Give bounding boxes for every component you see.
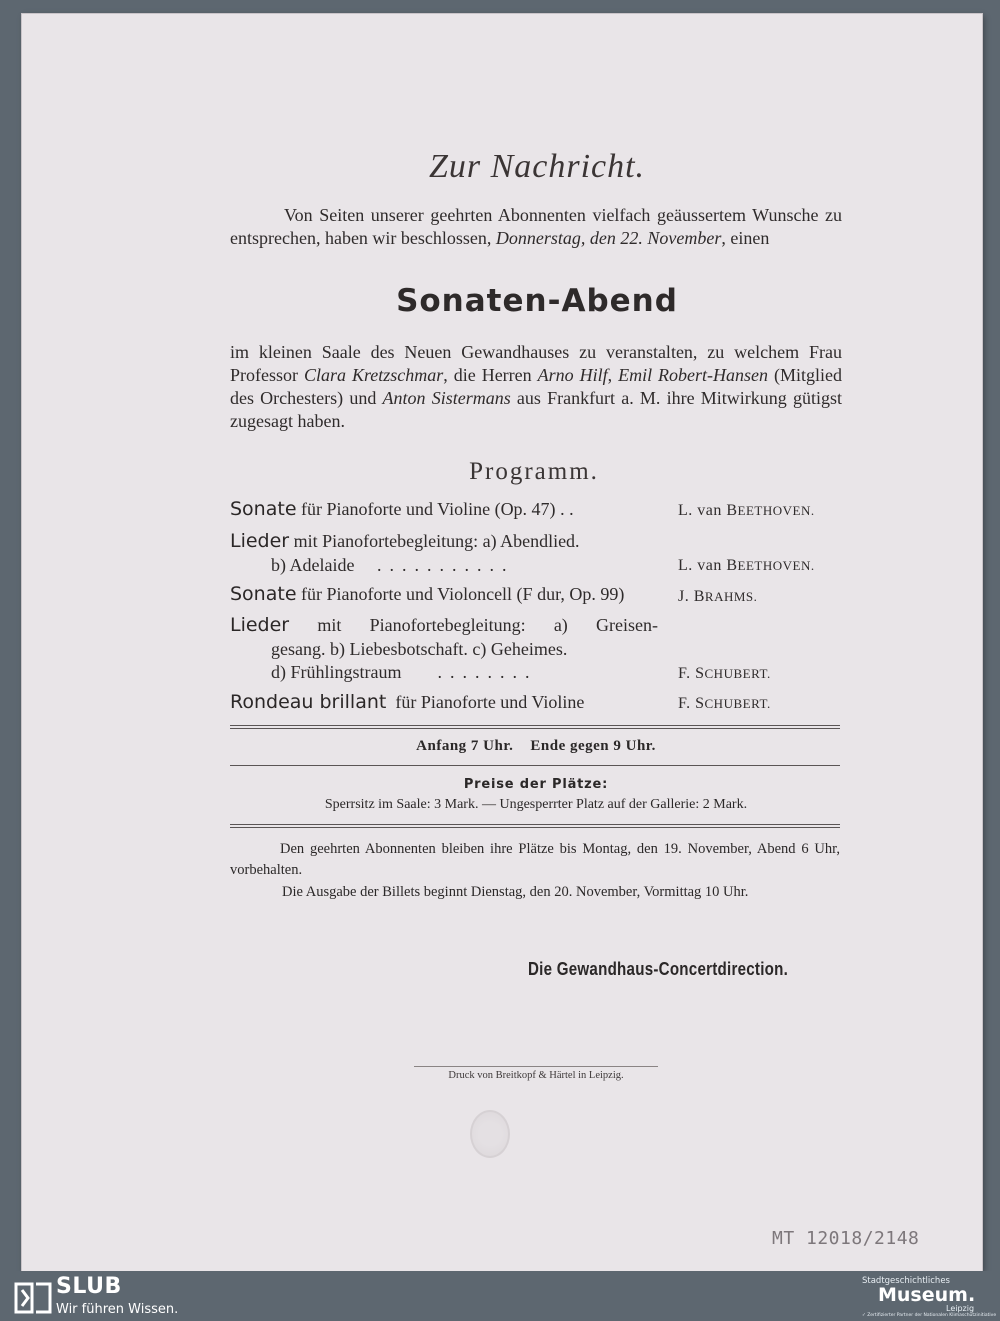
notice-tickets: Die Ausgabe der Billets beginnt Dienstag, den 20. November, Vormittag 10 Uhr.: [282, 884, 749, 900]
intro-paragraph: Von Seiten unserer geehrten Abonnenten vielfach geäussertem Wunsche zu entsprechen, haben wir beschlossen, Donnerstag, den 22. November, einen: [230, 205, 842, 248]
museum-city: Leipzig: [946, 1304, 975, 1313]
program-heading: Programm.: [469, 458, 599, 485]
venue-paragraph: im kleinen Saale des Neuen Gewandhauses zu veranstalten, zu welchem Frau Professor Clara Kretzschmar, die Herren Arno Hilf, Emil Robert-Hansen (Mitglied des Orchesters) und Anton Sistermans aus Frankfurt a. M. ihre Mitwirkung gütigst zugesagt haben.: [230, 342, 842, 431]
program-item-line: gesang. b) Liebesbotschaft. c) Geheimes.: [271, 639, 568, 659]
divider: [230, 765, 840, 766]
program-item: Sonate für Pianoforte und Violoncell (F dur, Op. 99): [230, 583, 625, 605]
composer: L. van BEETHOVEN.: [678, 557, 815, 574]
program-item-line: b) Adelaide ...........: [271, 555, 515, 575]
signature: Die Gewandhaus-Concertdirection.: [528, 959, 789, 979]
divider: [230, 725, 840, 729]
program-item: Lieder mit Pianofortebegleitung: a) Greisen-: [230, 614, 659, 636]
prices-text: Sperrsitz im Saale: 3 Mark. — Ungesperrter Platz auf der Gallerie: 2 Mark.: [324, 797, 748, 812]
program-item-line: d) Frühlingstraum ........: [271, 662, 538, 682]
printer-note: Druck von Breitkopf & Härtel in Leipzig.: [448, 1070, 624, 1081]
composer: J. BRAHMS.: [678, 588, 758, 605]
program-item: Lieder mit Pianofortebegleitung: a) Abendlied.: [230, 530, 580, 552]
program-item: Sonate für Pianoforte und Violine (Op. 47) . .: [230, 498, 574, 520]
embossed-stamp-icon: [470, 1110, 510, 1158]
museum-certification: ✓ Zertifizierter Partner der Nationalen Klimaschutzinitiative: [862, 1313, 997, 1318]
shelfmark: MT 12018/2148: [772, 1228, 920, 1249]
printer-rule: [414, 1066, 658, 1067]
notice-subscribers: Den geehrten Abonnenten bleiben ihre Plätze bis Montag, den 19. November, Abend 6 Uhr, vorbehalten.: [230, 841, 840, 878]
event-title: Sonaten-Abend: [396, 283, 678, 319]
divider: [230, 824, 840, 828]
concert-times: Anfang 7 Uhr. Ende gegen 9 Uhr.: [416, 738, 656, 754]
composer: F. SCHUBERT.: [678, 695, 771, 712]
slub-tagline: Wir führen Wissen.: [56, 1302, 179, 1317]
museum-label: Stadtgeschichtliches: [862, 1276, 950, 1286]
slub-name: SLUB: [56, 1274, 122, 1299]
notice-heading: Zur Nachricht.: [428, 148, 646, 185]
slub-logo-icon: [14, 1282, 52, 1314]
prices-heading: Preise der Plätze:: [463, 777, 609, 792]
composer: L. van BEETHOVEN.: [678, 502, 815, 519]
composer: F. SCHUBERT.: [678, 665, 771, 682]
program-item: Rondeau brillant für Pianoforte und Violine: [230, 691, 585, 713]
museum-name: Museum.: [878, 1284, 976, 1306]
